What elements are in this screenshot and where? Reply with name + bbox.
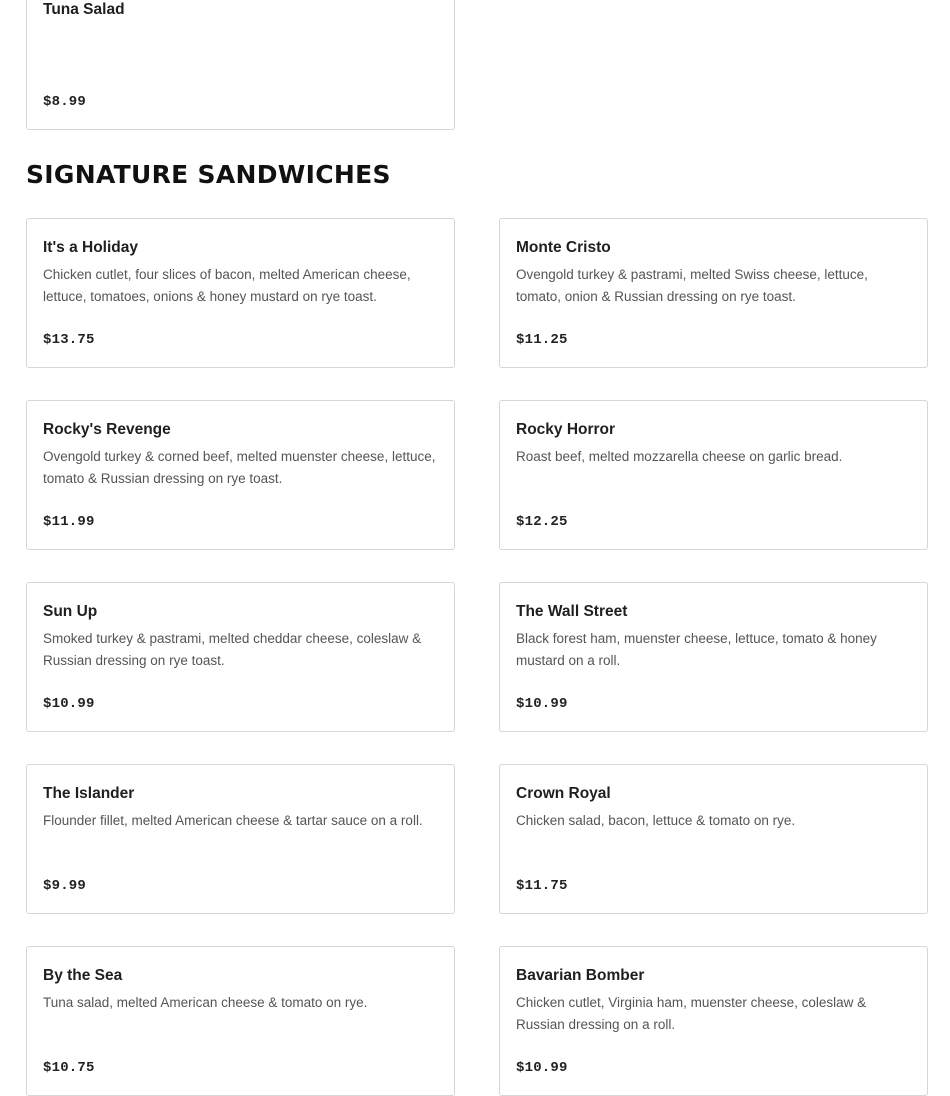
menu-item-card[interactable] [26, 218, 455, 368]
menu-item-card[interactable] [499, 946, 928, 1096]
menu-item-name: Bavarian Bomber [516, 967, 645, 984]
menu-item-card[interactable] [499, 218, 928, 368]
menu-item-price: $11.75 [516, 878, 568, 894]
menu-item-price: $10.99 [516, 1060, 568, 1076]
menu-item-name: Crown Royal [516, 785, 611, 802]
menu-item-description: Chicken cutlet, four slices of bacon, melted American cheese, lettuce, tomatoes, onions & honey mustard on rye toast. [43, 267, 411, 304]
menu-item-price: $10.99 [516, 696, 568, 712]
menu-item-description: Ovengold turkey & corned beef, melted muenster cheese, lettuce, tomato & Russian dressing on rye toast. [43, 449, 436, 486]
menu-item-name: Sun Up [43, 603, 98, 620]
menu-item-card[interactable] [26, 0, 455, 130]
menu-item-price: $10.99 [43, 696, 95, 712]
menu-item-name: Monte Cristo [516, 239, 611, 256]
menu-item-description: Flounder fillet, melted American cheese & tartar sauce on a roll. [43, 813, 423, 828]
menu-item-description: Roast beef, melted mozzarella cheese on garlic bread. [516, 449, 843, 464]
menu-item-name: Rocky Horror [516, 421, 616, 438]
menu-item-name: By the Sea [43, 967, 123, 984]
menu-item-name: The Wall Street [516, 603, 628, 620]
menu-item-card[interactable] [499, 582, 928, 732]
menu-item-price: $10.75 [43, 1060, 95, 1076]
menu-item-card[interactable] [499, 764, 928, 914]
menu-item-description: Tuna salad, melted American cheese & tomato on rye. [43, 995, 368, 1010]
menu-item-price: $8.99 [43, 94, 87, 110]
menu-item-description: Black forest ham, muenster cheese, lettuce, tomato & honey mustard on a roll. [516, 631, 877, 668]
menu-item-name: Tuna Salad [43, 1, 125, 18]
menu-item-description: Chicken salad, bacon, lettuce & tomato on rye. [516, 813, 796, 828]
menu-item-description: Smoked turkey & pastrami, melted cheddar cheese, coleslaw & Russian dressing on rye toast. [43, 631, 422, 668]
menu-item-price: $11.25 [516, 332, 568, 348]
menu-item-card[interactable] [26, 400, 455, 550]
section-title: SIGNATURE SANDWICHES [26, 160, 391, 189]
menu-item-description: Chicken cutlet, Virginia ham, muenster cheese, coleslaw & Russian dressing on a roll. [516, 995, 867, 1032]
menu-item-price: $9.99 [43, 878, 87, 894]
menu-item-name: Rocky's Revenge [43, 421, 171, 438]
menu-item-card[interactable] [26, 582, 455, 732]
menu-item-description: Ovengold turkey & pastrami, melted Swiss cheese, lettuce, tomato, onion & Russian dressing on rye toast. [516, 267, 868, 304]
menu-item-card[interactable] [26, 946, 455, 1096]
menu-item-name: The Islander [43, 785, 135, 802]
menu-item-price: $12.25 [516, 514, 568, 530]
menu-item-card[interactable] [499, 400, 928, 550]
menu-item-card[interactable] [26, 764, 455, 914]
menu-item-name: It's a Holiday [43, 239, 138, 256]
menu-item-price: $13.75 [43, 332, 95, 348]
menu-item-price: $11.99 [43, 514, 95, 530]
